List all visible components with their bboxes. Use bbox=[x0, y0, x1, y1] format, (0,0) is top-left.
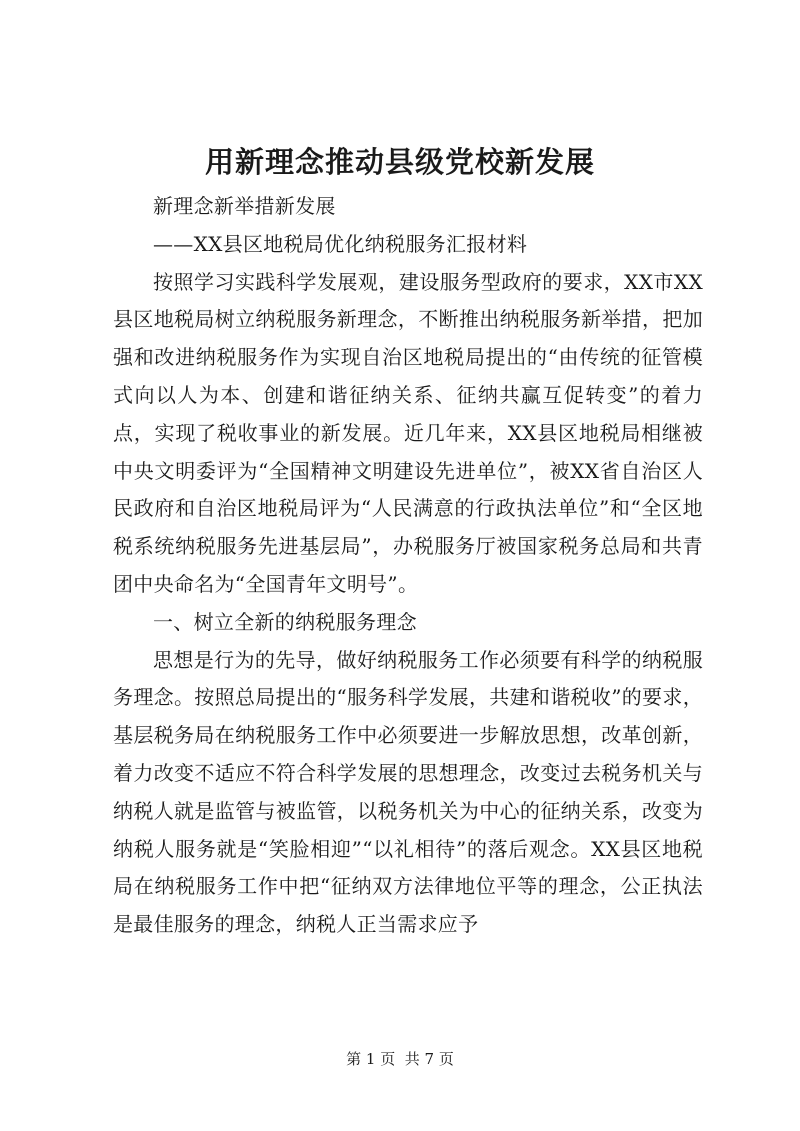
body-paragraph: 思想是行为的先导，做好纳税服务工作必须要有科学的纳税服务理念。按照总局提出的“服务科学发展，共建和谐税收”的要求，基层税务局在纳税服务工作中必须要进一步解放思想，改革创新，着力改变不适应不符合科学发展的思想理念，改变过去税务机关与纳税人就是监管与被监管，以税务机关为中心的征纳关系，改变为纳税人服务就是“笑脸相迎”“以礼相待”的落后观念。XX县区地税局在纳税服务工作中把“征纳双方法律地位平等的理念，公正执法是最佳服务的理念，纳税人正当需求应予 bbox=[113, 647, 703, 937]
page-footer bbox=[0, 1049, 800, 1069]
page-number-label: 第 1 页 共 7 页 bbox=[346, 1050, 454, 1068]
subtitle-paragraph: 新理念新举措新发展 bbox=[153, 194, 336, 218]
body-paragraph: 按照学习实践科学发展观，建设服务型政府的要求，XX市XX县区地税局树立纳税服务新理念，不断推出纳税服务新举措，把加强和改进纳税服务作为实现自治区地税局提出的“由传统的征管模式向以人为本、创建和谐征纳关系、征纳共赢互促转变”的着力点，实现了税收事业的新发展。近几年来，XX县区地税局相继被中央文明委评为“全国精神文明建设先进单位”，被XX省自治区人民政府和自治区地税局评为“人民满意的行政执法单位”和“全区地税系统纳税服务先进基层局”，办税服务厅被国家税务总局和共青团中央命名为“全国青年文明号”。 bbox=[113, 269, 703, 596]
document-title: 用新理念推动县级党校新发展 bbox=[204, 145, 595, 179]
document-body bbox=[113, 188, 703, 944]
subtitle-source-paragraph: ——XX县区地税局优化纳税服务汇报材料 bbox=[153, 231, 528, 256]
section-heading: 一、树立全新的纳税服务理念 bbox=[153, 609, 417, 634]
